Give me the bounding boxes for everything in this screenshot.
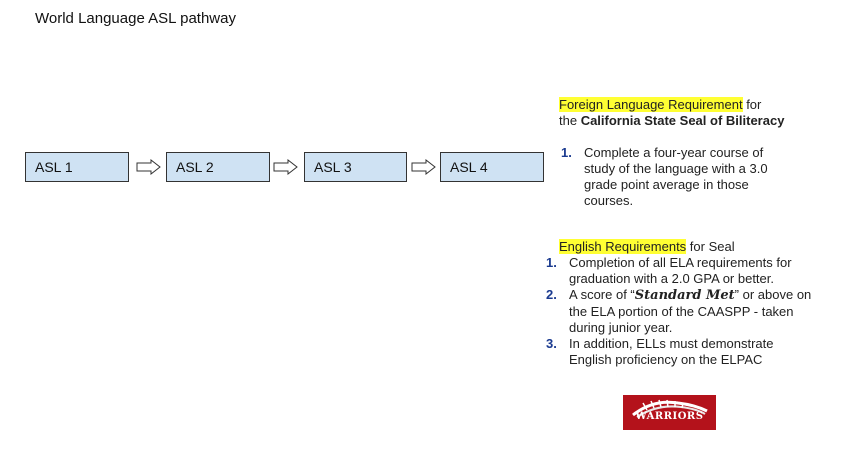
english-heading — [546, 239, 816, 255]
right-arrow-icon — [273, 159, 298, 175]
list-number: 2. — [546, 287, 557, 302]
course-box-asl-2: ASL 2 — [166, 152, 270, 182]
list-text-post: ” or above on the ELA portion of the CAASPP - taken during junior year. — [569, 287, 812, 335]
list-number: 3. — [546, 336, 557, 351]
course-box-asl-1: ASL 1 — [25, 152, 129, 182]
list-item — [559, 145, 794, 209]
english-requirements — [546, 239, 816, 368]
course-box-asl-3: ASL 3 — [304, 152, 407, 182]
right-arrow-icon — [136, 159, 161, 175]
list-text: In addition, ELLs must demonstrate English proficiency on the ELPAC — [569, 336, 774, 367]
foreign-heading-for: for — [742, 97, 762, 112]
seal-name: California State Seal of Biliteracy — [580, 113, 785, 128]
foreign-language-requirement — [559, 97, 809, 209]
warriors-logo — [623, 395, 716, 430]
foreign-heading-the: the — [559, 113, 581, 128]
list-text-pre: A score of “ — [569, 287, 635, 302]
list-item — [546, 336, 814, 368]
english-heading-highlight: English Requirements — [559, 239, 687, 254]
list-text: Complete a four-year course of study of the language with a 3.0 grade point average in those courses. — [584, 145, 768, 208]
list-text: Completion of all ELA requirements for graduation with a 2.0 GPA or better. — [569, 255, 792, 286]
logo-text: WARRIORS — [635, 411, 704, 422]
list-item — [546, 287, 814, 336]
list-item — [546, 255, 809, 287]
foreign-heading-highlight: Foreign Language Requirement — [559, 97, 743, 112]
standard-met-emphasis: Standard Met — [634, 288, 735, 303]
right-arrow-icon — [411, 159, 436, 175]
english-heading-rest: for Seal — [686, 239, 735, 254]
list-number: 1. — [561, 145, 572, 160]
foreign-heading — [559, 97, 809, 129]
course-box-asl-4: ASL 4 — [440, 152, 544, 182]
page-title: World Language ASL pathway — [35, 10, 236, 27]
list-number: 1. — [546, 255, 557, 270]
